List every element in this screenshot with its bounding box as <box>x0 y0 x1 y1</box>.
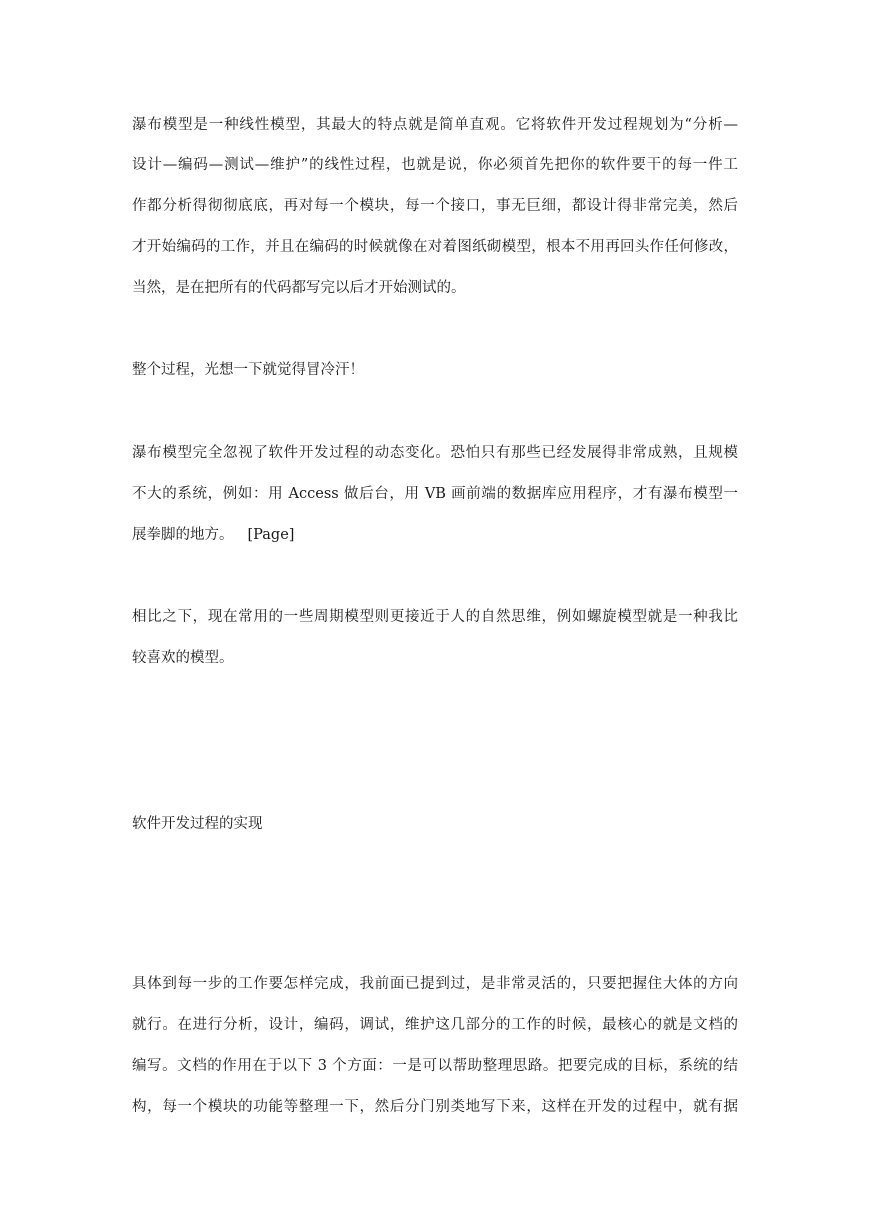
text-line: 较喜欢的模型。 <box>132 650 234 666</box>
text-line: 相比之下，现在常用的一些周期模型则更接近于人的自然思维，例如螺旋模型就是一种我比 <box>132 609 738 625</box>
text-line: 当然，是在把所有的代码都写完以后才开始测试的。 <box>132 280 466 296</box>
text-line <box>132 525 738 545</box>
text-line: 构，每一个模块的功能等整理一下，然后分门别类地写下来，这样在开发的过程中，就有据 <box>132 1099 738 1115</box>
text-line: 作都分析得彻彻底底，再对每一个模块，每一个接口，事无巨细，都设计得非常完美，然后 <box>132 198 738 214</box>
text-line: 设计—编码—测试—维护”的线性过程，也就是说，你必须首先把你的软件要干的每一件工 <box>132 157 738 173</box>
section-heading: 软件开发过程的实现 <box>132 816 263 832</box>
paragraph-cold-sweat: 整个过程，光想一下就觉得冒冷汗！ <box>132 362 364 378</box>
text-line: 具体到每一步的工作要怎样完成，我前面已提到过，是非常灵活的，只要把握住大体的方向 <box>132 976 738 992</box>
text-line-content: 展拳脚的地方。 <box>132 527 234 543</box>
text-line: 才开始编码的工作，并且在编码的时候就像在对着图纸砌模型，根本不用再回头作任何修改， <box>132 239 738 255</box>
text-line: 就行。在进行分析，设计，编码，调试，维护这几部分的工作的时候，最核心的就是文档的 <box>132 1017 738 1033</box>
text-line: 瀑布模型是一种线性模型，其最大的特点就是简单直观。它将软件开发过程规划为“分析— <box>132 117 738 133</box>
page-tag: [Page] <box>247 527 295 543</box>
text-line: 不大的系统，例如：用 Access 做后台，用 VB 画前端的数据库应用程序，才有瀑布模型一 <box>132 486 738 502</box>
text-line: 瀑布模型完全忽视了软件开发过程的动态变化。恐怕只有那些已经发展得非常成熟，且规模 <box>132 445 738 461</box>
text-line: 编写。文档的作用在于以下 3 个方面：一是可以帮助整理思路。把要完成的目标，系统的结 <box>132 1058 738 1074</box>
